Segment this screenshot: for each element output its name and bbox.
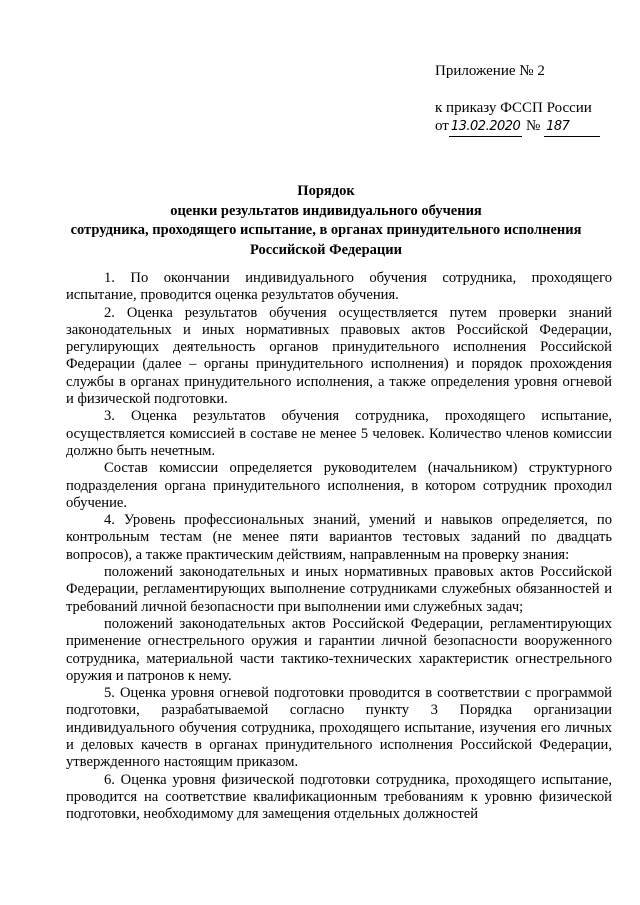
paragraph-4-item-1: положений законодательных и иных нормативных правовых актов Российской Федерации, регламентирующих выполнение сотрудниками служебных обязанностей и требований личной безопасности при выполнении ими служебных задач; — [66, 564, 612, 615]
title-line-2: оценки результатов индивидуального обучения — [170, 202, 482, 219]
appendix-header — [435, 62, 600, 137]
appendix-number: Приложение № 2 — [435, 63, 545, 79]
order-number-handwritten: 187 — [544, 118, 600, 137]
paragraph-4: 4. Уровень профессиональных знаний, умений и навыков определяется, по контрольным тестам (не менее пяти вариантов тестовых заданий по двадцать вопросов), а также практическим действиям, направленным на проверку знания: — [66, 512, 612, 563]
paragraph-5: 5. Оценка уровня огневой подготовки проводится в соответствии с программой подготовки, разрабатываемой согласно пункту 3 Порядка организации индивидуального обучения сотрудника, проходящего испытание, изучения его личных и деловых качеств в органах принудительного исполнения Российской Федерации, утвержденного настоящим приказом. — [66, 685, 612, 771]
title-line-4: Российской Федерации — [249, 241, 402, 258]
paragraph-6: 6. Оценка уровня физической подготовки сотрудника, проходящего испытание, проводится на соответствие квалификационным требованиям к уровню физической подготовки, необходимому для замещения отдельных должностей — [66, 771, 612, 823]
document-title — [66, 182, 586, 260]
paragraph-2: 2. Оценка результатов обучения осуществляется путем проверки знаний законодательных и иных нормативных правовых актов Российской Федерации, регулирующих деятельность органов принудительного исполнения Российской Федерации (далее – органы принудительного исполнения) и порядок прохождения службы в органах принудительного исполнения, а также определения уровня огневой и физической подготовки. — [66, 304, 612, 408]
number-prefix: № — [526, 118, 541, 134]
paragraph-1: 1. По окончании индивидуального обучения сотрудника, проходящего испытание, проводится оценка результатов обучения. — [66, 270, 612, 304]
paragraph-4-item-2: положений законодательных актов Российской Федерации, регламентирующих применение огнестрельного оружия и гарантии личной безопасности вооруженного сотрудника, материальной части тактико-технических характеристик огнестрельного оружия и патронов к нему. — [66, 615, 612, 684]
paragraph-3: 3. Оценка результатов обучения сотрудника, проходящего испытание, осуществляется комиссией в составе не менее 5 человек. Количество членов комиссии должно быть нечетным. — [66, 408, 612, 459]
paragraph-commission: Состав комиссии определяется руководителем (начальником) структурного подразделения органа принудительного исполнения, в котором сотрудник проходил обучение. — [66, 460, 612, 511]
order-date-line — [435, 117, 600, 137]
title-line-1: Порядок — [297, 183, 355, 199]
title-line-3: сотрудника, проходящего испытание, в органах принудительного исполнения — [70, 222, 582, 238]
document-body — [66, 270, 612, 824]
date-prefix: от — [435, 118, 449, 134]
order-reference: к приказу ФССП России — [435, 100, 592, 116]
order-date-handwritten: 13.02.2020 — [449, 118, 522, 137]
